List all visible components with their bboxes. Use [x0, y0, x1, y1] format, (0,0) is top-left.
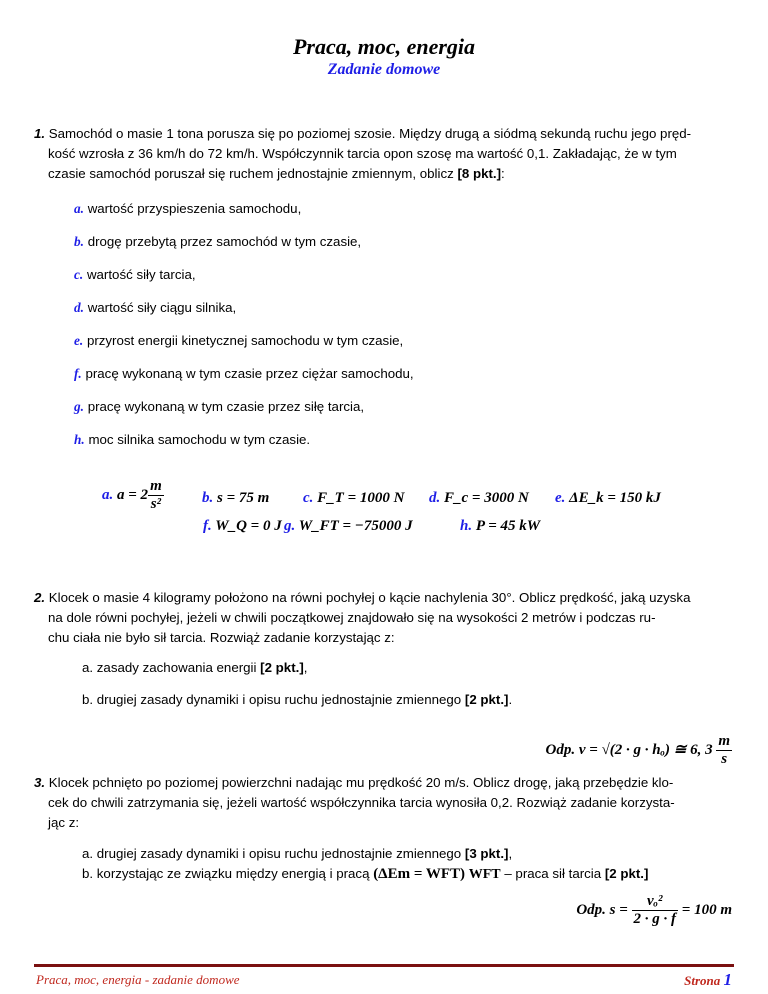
answer-letter: h. — [460, 518, 473, 534]
answer-expr: F_T = 1000 N — [317, 490, 405, 506]
fraction — [632, 893, 679, 928]
task-1-number: 1. — [34, 126, 46, 141]
answer-letter: f. — [203, 518, 212, 534]
item-text: pracę wykonaną w tym czasie przez ciężar samochodu, — [85, 366, 414, 381]
item-letter: f. — [74, 366, 82, 381]
answer-h — [460, 518, 540, 535]
page-subtitle: Zadanie domowe — [327, 61, 441, 78]
item-text: wartość siły ciągu silnika, — [87, 300, 237, 315]
task-1-item-g — [74, 399, 364, 415]
answer-letter: e. — [555, 490, 566, 506]
item-text: przyrost energii kinetycznej samochodu w tym czasie, — [86, 333, 404, 348]
task-1-line-2: kość wzrosła z 36 km/h do 72 km/h. Współczynnik tarcia opon szosę ma wartość 0,1. Zakładając, że w tym — [48, 146, 677, 161]
sub-text: a. drugiej zasady dynamiki i opisu ruchu jednostajnie zmiennego — [82, 846, 462, 861]
sub-points: [2 pkt.] — [604, 866, 649, 881]
answer-expr: Odp. s = — [576, 901, 628, 918]
task-1-item-e — [74, 333, 403, 349]
item-text: moc silnika samochodu w tym czasie. — [88, 432, 311, 447]
answer-letter: g. — [284, 518, 296, 534]
answer-f — [203, 518, 282, 535]
item-letter: h. — [74, 432, 85, 447]
task-2-sub-b: b. drugiej zasady dynamiki i opisu ruchu jednostajnie zmiennego [2 pkt.]. — [82, 692, 513, 707]
fraction-denominator: s² — [150, 496, 162, 512]
task-1-statement — [34, 124, 734, 184]
item-letter: g. — [74, 399, 84, 414]
task-1-colon: : — [501, 166, 505, 181]
sub-text: b. korzystając ze związku między energią i pracą — [82, 866, 370, 881]
answer-letter: b. — [202, 490, 214, 506]
answer-expr: F_c = 3000 N — [444, 490, 529, 506]
answer-b — [202, 490, 269, 507]
item-letter: c. — [74, 267, 84, 282]
item-text: wartość siły tarcia, — [86, 267, 196, 282]
answer-letter: d. — [429, 490, 441, 506]
answer-expr: ΔE_k = 150 kJ — [569, 490, 661, 506]
sub-text: b. drugiej zasady dynamiki i opisu ruchu jednostajnie zmiennego — [82, 692, 462, 707]
task-3-line-2: cek do chwili zatrzymania się, jeżeli wartość współczynnika tarcia wynosiła 0,2. Rozwiąż zadanie korzysta- — [48, 795, 675, 810]
task-1-item-a — [74, 201, 301, 217]
task-2-answer — [546, 733, 733, 768]
fraction-numerator: vₒ² — [632, 893, 679, 911]
answer-c — [303, 490, 404, 507]
item-letter: d. — [74, 300, 84, 315]
task-3-sub-b — [82, 866, 648, 883]
task-3-line-3: jąc z: — [48, 815, 80, 830]
sub-formula: (ΔEm = WFT) — [373, 866, 466, 882]
footer-page-label: Strona — [684, 973, 721, 988]
fraction — [716, 733, 732, 768]
footer-title: Praca, moc, energia - zadanie domowe — [36, 972, 240, 987]
task-2-number: 2. — [34, 590, 46, 605]
footer-divider — [34, 964, 734, 967]
answer-a — [102, 478, 164, 513]
task-3-statement — [34, 773, 734, 833]
answer-expr: W_FT = −75000 J — [298, 518, 413, 534]
task-1-item-h — [74, 432, 310, 448]
page-title: Praca, moc, energia — [292, 34, 476, 59]
answer-letter: c. — [303, 490, 314, 506]
fraction-denominator: s — [721, 751, 728, 767]
fraction-numerator: m — [718, 733, 730, 749]
footer-page — [684, 970, 732, 990]
task-2-line-2: na dole równi pochyłej, jeżeli w chwili początkowej znajdowało się na wysokości 2 metrów i podczas ru- — [48, 610, 656, 625]
fraction — [148, 478, 164, 513]
answer-g — [284, 518, 413, 535]
item-text: wartość przyspieszenia samochodu, — [87, 201, 302, 216]
item-letter: e. — [74, 333, 84, 348]
task-2-line-1: Klocek o masie 4 kilogramy położono na równi pochyłej o kącie nachylenia 30°. Oblicz prędkość, jaką uzyska — [48, 590, 691, 605]
sub-symbol: WFT — [468, 867, 501, 882]
task-2-line-3: chu ciała nie było sił tarcia. Rozwiąż zadanie korzystając z: — [48, 630, 395, 645]
answer-expr: W_Q = 0 J — [215, 518, 282, 534]
task-1-item-b — [74, 234, 361, 250]
fraction-numerator: m — [150, 478, 162, 494]
task-1-line-1: Samochód o masie 1 tona porusza się po poziomej szosie. Między drugą a siódmą sekundą ruchu jego pręd- — [48, 126, 692, 141]
item-letter: b. — [74, 234, 84, 249]
task-2-statement — [34, 588, 734, 648]
task-3-answer — [576, 893, 732, 928]
item-letter: a. — [74, 201, 84, 216]
answer-expr: Odp. v = √(2 · g · hₒ) ≅ 6, 3 — [545, 741, 713, 758]
task-1-item-d — [74, 300, 236, 316]
task-3-line-1: Klocek pchnięto po poziomej powierzchni nadając mu prędkość 20 m/s. Oblicz drogę, jaką przebędzie klo- — [48, 775, 674, 790]
sub-points: [3 pkt.] — [464, 846, 509, 861]
task-1-item-f — [74, 366, 414, 382]
task-1-points: [8 pkt.] — [457, 166, 502, 181]
answer-expr: P = 45 kW — [475, 518, 541, 534]
answer-letter: a. — [102, 486, 114, 503]
fraction-denominator: 2 · g · f — [633, 911, 677, 927]
sub-points: [2 pkt.] — [260, 660, 304, 675]
answer-expr: s = 75 m — [217, 490, 270, 506]
sub-rest: – praca sił tarcia — [504, 866, 602, 881]
sub-text: a. zasady zachowania energii — [82, 660, 257, 675]
item-text: drogę przebytą przez samochód w tym czasie, — [87, 234, 362, 249]
footer-page-number: 1 — [723, 970, 732, 989]
task-1-line-3: czasie samochód poruszał się ruchem jednostajnie zmiennym, oblicz — [48, 166, 454, 181]
task-1-item-c — [74, 267, 196, 283]
answer-e — [555, 490, 661, 507]
item-text: pracę wykonaną w tym czasie przez siłę tarcia, — [87, 399, 365, 414]
answer-expr: a = 2 — [117, 486, 149, 503]
answer-result: = 100 m — [681, 901, 732, 918]
answer-d — [429, 490, 529, 507]
task-3-number: 3. — [34, 775, 46, 790]
task-3-sub-a: a. drugiej zasady dynamiki i opisu ruchu jednostajnie zmiennego [3 pkt.], — [82, 846, 513, 861]
task-2-sub-a: a. zasady zachowania energii [2 pkt.], — [82, 660, 308, 675]
sub-points: [2 pkt.] — [464, 692, 509, 707]
